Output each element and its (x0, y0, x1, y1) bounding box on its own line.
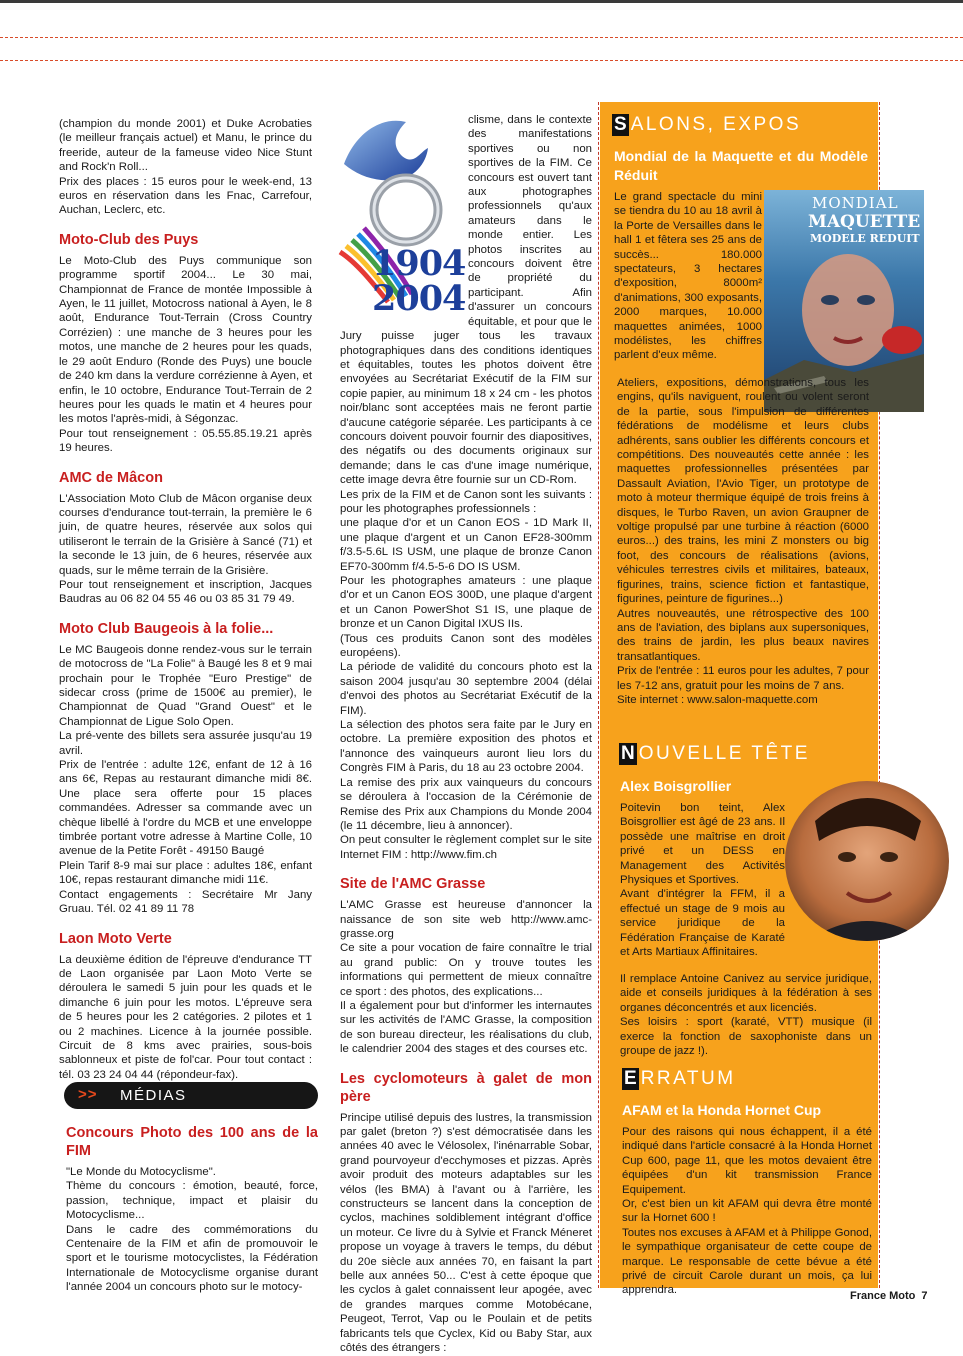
double-chevron-icon: >> (78, 1086, 98, 1103)
paragraph: Principe utilisé depuis des lustres, la transmission par galet (breton ?) s'est démocratisée dans les années 40 avec le Vélosolex, l'inénarrable Sobar, grand pourvoyeur d'ecchymoses et pizzas. Après avoir produit des moteurs adaptables sur les vélos (les BMA) à l'avant ou à l'arrière, les constructeurs se lancent dans la conception de cyclos, machines soldiblement intégrant d'office un moteur. Ce livre du à Sylvie et Franck Méneret propose un voyage à travers le temps, du début du 20e siècle aux années 70, en faisant la part belle aux années 50... C'est à cette époque que les cyclos à galet connaissent leur apogée, avec de grandes marques comme Motobécane, Peugeot, Terrot, Vap ou le Poulain et de petits fabricants tels que Cyclex, Kid ou Baby Star, aux côtés des étrangers : (340, 1111, 592, 1355)
poster-title-2: MAQUETTE (808, 212, 921, 232)
paragraph: Dans le cadre des commémorations du Centenaire de la FIM et afin de promouvoir le sport et le tourisme motocyclistes, la Fédération Internationale de Motocyclisme organise durant l'année 2004 un concours photo sur le motocy- (66, 1223, 318, 1294)
paragraph: Plein Tarif 8-9 mai sur place : adultes 18€, enfant 10€, repas restaurant dimanche midi 11€. (59, 859, 312, 887)
paragraph: La période de validité du concours photo est la saison 2004 jusqu'au 30 septembre 2004 (délai d'envoi des photos au Secrétariat Exécutif de la FIM). (340, 661, 592, 717)
poster-title-3: MODELE REDUIT (810, 232, 920, 245)
paragraph: La deuxième édition de l'épreuve d'endurance TT de Laon organisée par Laon Moto Verte se déroulera le samedi 5 juin pour les quads et le dimanche 6 juin pour les motos. L'épreuve sera de 5 heures pour les 2 catégories. 2 pilotes et 1 ou 2 machines. Licence à la journée possible. Circuit de 8 kms avec prairies, sous-bois sablonneux et piste de fol'car. Pour tout contact : tél. 03 23 24 04 44 (répondeur-fax). (59, 953, 312, 1081)
paragraph: Les prix de la FIM et de Canon sont les suivants : pour les photographes professionnels : (340, 488, 592, 515)
nouvelle-text (620, 972, 872, 1058)
centenary-years: 1904 2004 (372, 243, 466, 319)
paragraph: Pour les photographes amateurs : une plaque d'or et un Canon EOS 300D, une plaque d'argent et un Canon PowerShot S1 IS, une plaque de bronze et un Canon Digital IXUS IIs. (340, 575, 592, 631)
paragraph: clisme, dans le contexte des manifestations sportives ou non sportives de la FIM. Ce concours est ouvert tant aux photographes professionnels qu'aux amateurs dans le monde entier. Les photos inscrites au concours doivent être de propriété du participant. Afin d'assurer un concours équitable, et pour que le Jury puisse juger tous les travaux photographiques dans des conditions identiques et équitables, toutes les photos doivent être envoyées au Secrétariat Exécutif de la FIM sur copie papier, au minimum 18 x 24 cm - les photos noir/blanc sont acceptées mais ne feront partie d'aucune catégorie séparée. Les participants à ce concours doivent pouvoir fournir des diapositives, des négatifs ou des documents originaux sur demande; dans le cas d'une image numérique, cette image devra être fournie sur un CD-Rom. (340, 114, 592, 487)
heading-rest: RRATUM (640, 1068, 736, 1089)
paragraph: L'Association Moto Club de Mâcon organise deux courses d'endurance tout-terrain, la première le 6 juin, de quatre heures, réservée aux solos qui utiliseront le terrain de la Grisière à Sancé (71) et la seconde le 13 juin, de 6 heures, réservée aux quads, sur le même terrain de la Grisière. (59, 492, 312, 577)
erratum-text (622, 1101, 872, 1298)
portrait-photo (785, 781, 949, 941)
paragraph: Contact engagements : Secrétaire Mr Jany Gruau. Tél. 02 41 89 11 78 (59, 888, 312, 916)
paragraph: Le MC Baugeois donne rendez-vous sur le terrain de motocross de "La Folie" à Baugé les 8 et 9 mai prochain pour le Trophée "Euro Prestige" de sidecar cross (prime de 1500€ au premier), le Championnat de Quad "Grand Ouest" et le Championnat de Ligue Solo Open. (59, 643, 312, 728)
heading-cap: S (614, 114, 627, 135)
dotted-rule (0, 37, 963, 38)
paragraph: Pour tout renseignement et inscription, Jacques Baudras au 06 82 04 55 46 ou 03 85 31 79 49. (59, 578, 312, 606)
paragraph: Site internet : www.salon-maquette.com (617, 693, 818, 706)
paragraph: Ses loisirs : sport (karaté, VTT) musique (il exerce la fonction de saxophoniste dans un groupe de jazz !). (620, 1016, 872, 1058)
paragraph: une plaque d'or et un Canon EOS - 1D Mark II, une plaque d'argent et un Canon EF28-300mm f/3.5-5.6L IS USM, une plaque de bronze Canon EF70-300mm f/4.5-5-6 DO IS USM. (340, 517, 592, 573)
left-column (59, 117, 312, 1082)
paragraph: Prix de l'entrée : adulte 12€, enfant de 12 à 16 ans 6€, Repas au restaurant dimanche midi 8€. Une place sera offerte pour 15 places commandées. Adresser sa commande avec un chèque libellé à l'ordre du MCB et une enveloppe timbrée portant votre adresse à Martine Colle, 10 avenue de la Petite Forêt - 49150 Baugé (59, 759, 312, 858)
section-title: Laon Moto Verte (59, 930, 172, 947)
person-portrait-icon (785, 781, 949, 941)
fim-article (66, 1124, 318, 1295)
sidebar-border (598, 102, 599, 1288)
dotted-rule (0, 60, 963, 61)
paragraph: La sélection des photos sera faite par le Jury en octobre. La première exposition des photos et l'annonce des vainqueurs auront lieu lors du Congrès FIM à Paris, du 18 au 23 octobre 2004. (340, 719, 592, 775)
sidebar-article-title: Alex Boisgrollier (620, 778, 732, 794)
paragraph: La pré-vente des billets sera assurée jusqu'au 19 avril. (59, 730, 312, 757)
intro-prices: Prix des places : 15 euros pour le week-end, 13 euros en réservation dans les Fnac, Carrefour, Auchan, Leclerc, etc. (59, 175, 312, 217)
paragraph: Poitevin bon teint, Alex Boisgrollier est âgé de 23 ans. Il possède une maîtrise en droit privé et un DESS en Management des Activités Physiques et Sportives. (620, 802, 785, 887)
paragraph: La remise des prix aux vainqueurs du concours se déroulera à l'occasion de la Cérémonie de Remise des Prix aux Champions du Monde 2004 (le 11 décembre, lieu à annoncer). (340, 776, 592, 832)
paragraph: Toutes nos excuses à AFAM et à Philippe Gonod, le sympathique organisateur de cette coupe de marque. Le responsable de cette bévue a été privé de circuit Carole durant un mois, ça lui apprendra. (622, 1226, 872, 1297)
section-title: Moto Club Baugeois à la folie... (59, 620, 274, 637)
nouvelle-tete-heading (619, 743, 810, 765)
paragraph: Pour tout renseignement : 05.55.85.19.21 après 19 heures. (59, 427, 312, 455)
paragraph: On peut consulter le règlement complet sur le site Internet FIM : http://www.fim.ch (340, 834, 592, 861)
paragraph: "Le Monde du Motocyclisme". (66, 1166, 216, 1178)
heading-rest: ALONS, EXPOS (630, 114, 802, 135)
sidebar-article-title: Mondial de la Maquette et du Modèle Réduit (614, 148, 868, 183)
heading-cap: N (621, 743, 635, 764)
paragraph: Avant d'intégrer la FFM, il a effectué un stage de 9 mois au service juridique de la Fédération Française de Karaté et Arts Martiaux Affinitaires. (620, 888, 785, 959)
erratum-heading (622, 1068, 736, 1090)
section-title: Site de l'AMC Grasse (340, 876, 486, 893)
magazine-name: France Moto (850, 1290, 916, 1302)
poster-title-1: MONDIAL (812, 194, 899, 212)
heading-rest: OUVELLE TÊTE (638, 743, 810, 764)
salons-heading (612, 114, 801, 136)
paragraph: L'AMC Grasse est heureuse d'annoncer la naissance de son site web http://www.amc-grasse.org (340, 899, 592, 940)
medias-label: MÉDIAS (120, 1087, 187, 1104)
paragraph: Ateliers, expositions, démonstrations, tous les engins, qu'ils naviguent, roulent ou volent seront de la partie, sous l'impulsion de différentes fédérations de modélisme et leurs clubs adhérents, sans oublier les différents concours et compétitions. Des nouveautés cette année : les maquettes professionnelles présentées par Dassault Aviation, l'Avio Tiger, un prototype de moto à moteur thermique équipé de trois freins à disques, le Turbo Raven, un avion Graupner de voltige propulsé par une turbine à réaction (6000 euros...) des trains, les mini Z monsters ou big foot, des concours de réalisations (avions, véhicules terrestres civils et militaires, bateaux, figurines, trains, science fiction et fantastique, figurines, peinture de figurines...) (617, 377, 869, 606)
heading-cap: E (624, 1068, 637, 1089)
top-rule (0, 0, 963, 3)
page-number: 7 (921, 1290, 928, 1302)
sidebar-article-title: AFAM et la Honda Hornet Cup (622, 1102, 822, 1118)
paragraph: Le Moto-Club des Puys communique son programme sportif 2004... Le 30 mai, Championnat de France de montée Impossible à Ayen, le 11 juillet, Motocross national à Ayen, le 8 août, Endurance Tout-Terrain (Cross Country Corrézien) : une manche de 3 heures pour les motos, une manche de 2 heures pour les quads, le 29 août Enduro (Ronde des Puys) une boucle de 240 km dans la verdure corrézienne à Ayen, et enfin, le 10 octobre, Endurance Tout-Terrain de 2 heures pour les quads le matin et 4 heures pour les motos l'après-midi, à Ségonzac. (59, 254, 312, 426)
paragraph: Autres nouveautés, une rétrospective des 100 ans de l'aviation, des biplans aux supersoniques, des trains de jardin, les plus beaux navires transatlantiques. (617, 607, 869, 663)
section-title: Moto-Club des Puys (59, 231, 199, 248)
paragraph: Il a également pour but d'informer les internautes sur les activités de l'AMC Grasse, la composition de son bureau directeur, les réalisations du club, le calendrier 2004 des stages et des courses etc. (340, 999, 592, 1056)
medias-banner (64, 1082, 318, 1109)
nouvelle-narrow-text (620, 777, 785, 959)
paragraph: Thème du concours : émotion, beauté, force, passion, technique, impact et plaisir du Motocyclisme... (66, 1180, 318, 1222)
section-title: AMC de Mâcon (59, 469, 163, 486)
section-title: Concours Photo des 100 ans de la FIM (66, 1125, 318, 1159)
salons-headline-box (614, 147, 868, 190)
paragraph: Prix de l'entrée : 11 euros pour les adultes, 7 pour les 7-12 ans, gratuit pour les moins de 7 ans. (617, 665, 869, 692)
paragraph: Or, c'est bien un kit AFAM qui devra être monté sur la Hornet 600 ! (622, 1198, 872, 1225)
page-footer (850, 1290, 928, 1302)
middle-column (340, 113, 592, 1356)
intro-text: (champion du monde 2001) et Duke Acrobaties (le meilleur français actuel) et Manu, le prince du freeride, auteur de la fameuse video Nice Stunt and Rock'n Roll... (59, 118, 312, 174)
paragraph: Ce site a pour vocation de faire connaître le trial au grand public: On y trouve toutes les informations qui permettent de mieux connaître ce sport : des photos, des explications... (340, 942, 592, 998)
salons-narrow-text (614, 190, 762, 363)
paragraph: (Tous ces produits Canon sont des modèles européens). (340, 632, 592, 660)
section-title: Les cyclomoteurs à galet de mon père (340, 1070, 592, 1105)
paragraph: Le grand spectacle du mini se tiendra du 10 au 18 avril à la Porte de Versailles dans le hall 1 et fêtera ses 25 ans de succès... 180.000 spectateurs, 3 hectares d'exposition, 8000m² d'animations, 300 exposants, 2000 marques, 10.000 maquettes animées, 1000 modélistes, les chiffres parlent d'eux même. (614, 191, 762, 362)
salons-text (617, 376, 869, 707)
paragraph: Pour des raisons qui nous échappent, il a été indiqué dans l'article consacré à la Honda Hornet Cup 600, page 11, que les motos devaient être équipées d'un kit transmission France Equipement. (622, 1126, 872, 1196)
paragraph: Il remplace Antoine Canivez au service juridique, aide et conseils juridiques à la fédération à ses organes déconcentrés et aux licenciés. (620, 973, 872, 1014)
